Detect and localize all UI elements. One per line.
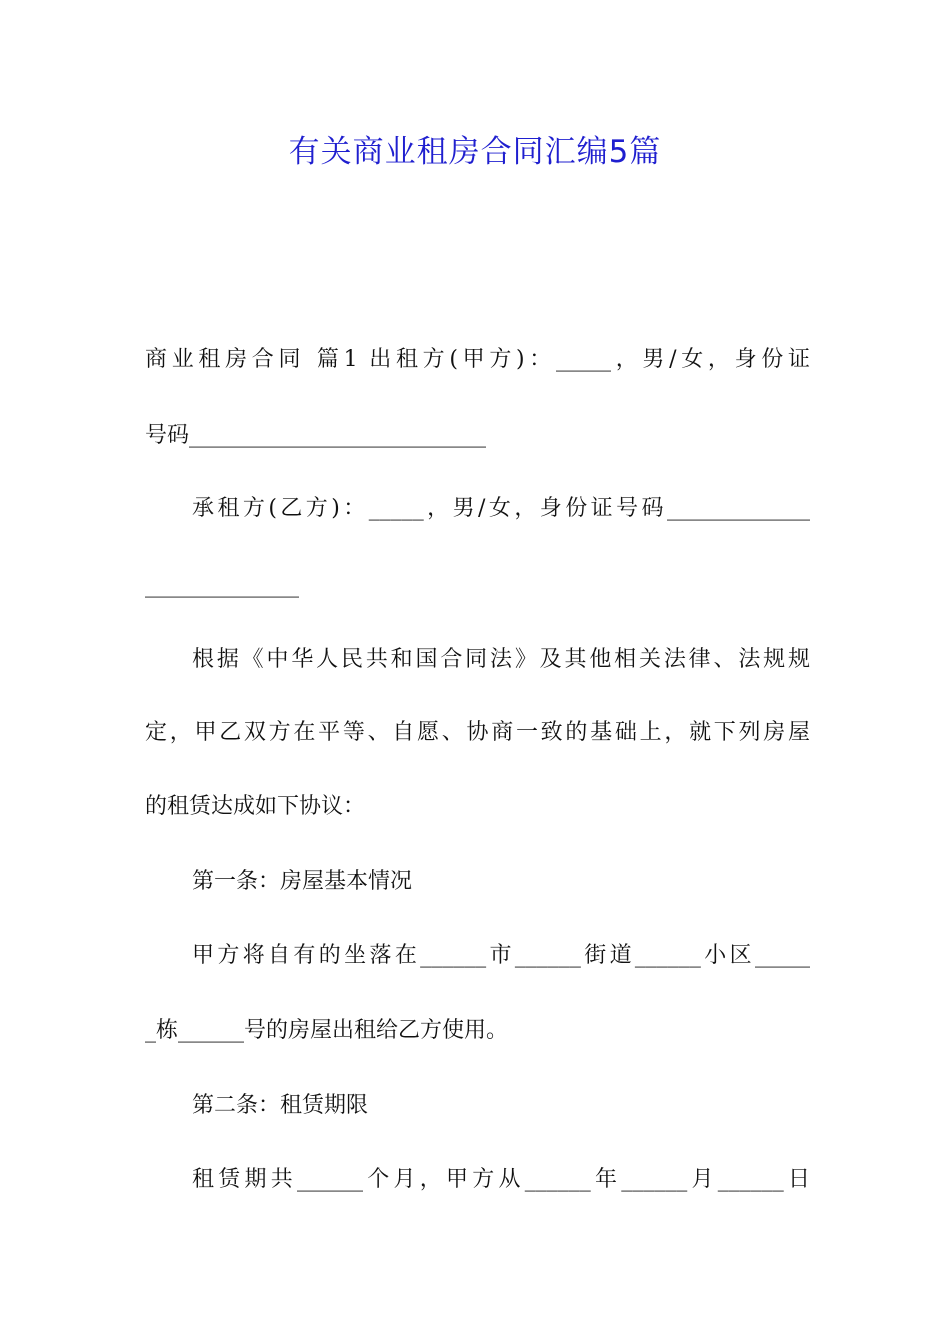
paragraph-line-1: 商业租房合同 篇1 出租方(甲方)：_____，男/女，身份证 [145,347,810,372]
paragraph-line-7: 的租赁达成如下协议： [145,794,366,819]
paragraph-line-3: 承租方(乙方)：_____，男/女，身份证号码_____________ [192,496,810,521]
paragraph-line-2: 号码___________________________ [145,423,487,448]
section-heading-2: 第二条：租赁期限 [192,1093,369,1118]
paragraph-line-6: 定，甲乙双方在平等、自愿、协商一致的基础上，就下列房屋 [145,720,810,745]
paragraph-line-9: _栋______号的房屋出租给乙方使用。 [145,1018,509,1043]
paragraph-line-5: 根据《中华人民共和国合同法》及其他相关法律、法规规 [192,647,810,672]
paragraph-line-4: ______________ [145,573,299,598]
section-heading-1: 第一条：房屋基本情况 [192,869,413,894]
paragraph-line-8: 甲方将自有的坐落在______市______街道______小区_____ [192,943,810,968]
paragraph-line-10: 租赁期共______个月，甲方从______年______月______日 [192,1167,810,1192]
page-title: 有关商业租房合同汇编5篇 [288,134,662,170]
